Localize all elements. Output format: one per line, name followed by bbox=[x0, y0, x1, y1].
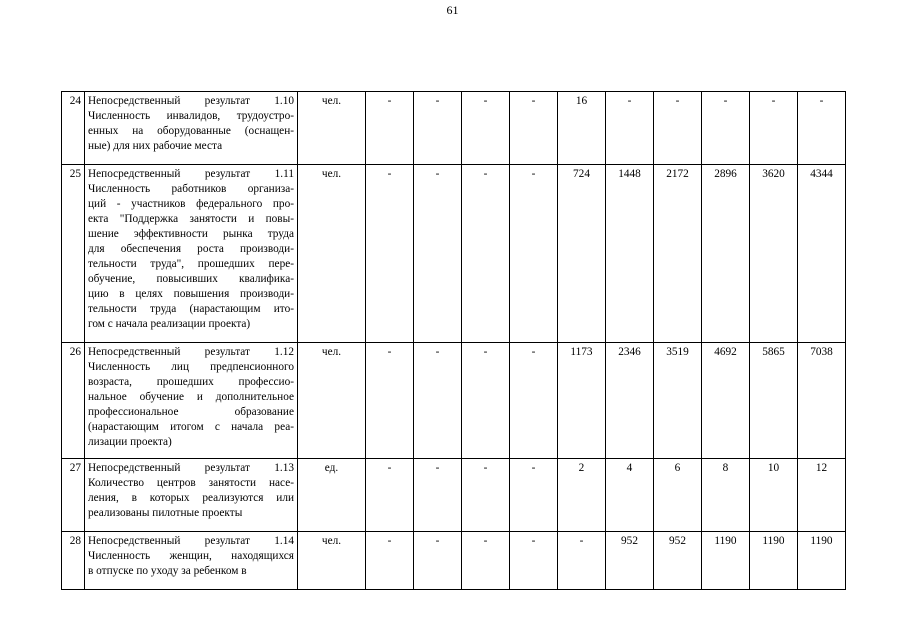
value-cell: 1173 bbox=[558, 343, 606, 459]
value-cell: - bbox=[462, 343, 510, 459]
value-cell: - bbox=[366, 92, 414, 165]
description-line: в отпуске по уходу за ребенком в bbox=[88, 565, 247, 577]
description-line: тельности труда", прошедших пере- bbox=[88, 258, 294, 270]
row-number: 24 bbox=[62, 92, 85, 165]
description-line: Непосредственный результат 1.10 bbox=[88, 95, 294, 107]
value-cell: - bbox=[750, 92, 798, 165]
value-cell: 5865 bbox=[750, 343, 798, 459]
description-line: ления, в которых реализуются или bbox=[88, 492, 294, 504]
table-body bbox=[62, 92, 846, 590]
value-cell: 724 bbox=[558, 165, 606, 343]
value-cell: - bbox=[414, 165, 462, 343]
value-cell: 16 bbox=[558, 92, 606, 165]
row-description bbox=[85, 459, 298, 532]
description-line: Численность лиц предпенсионного bbox=[88, 361, 294, 373]
value-cell: 8 bbox=[702, 459, 750, 532]
description-line: Численность инвалидов, трудоустро- bbox=[88, 110, 294, 122]
value-cell: - bbox=[558, 532, 606, 590]
value-cell: - bbox=[462, 92, 510, 165]
description-line: шение эффективности рынка труда bbox=[88, 228, 294, 240]
value-cell: 7038 bbox=[798, 343, 846, 459]
description-line: екта "Поддержка занятости и повы- bbox=[88, 213, 294, 225]
description-line: (нарастающим итогом с начала реа- bbox=[88, 421, 294, 433]
description-line: лизации проекта) bbox=[88, 436, 172, 448]
table-row bbox=[62, 92, 846, 165]
value-cell: 12 bbox=[798, 459, 846, 532]
value-cell: 2172 bbox=[654, 165, 702, 343]
value-cell: - bbox=[702, 92, 750, 165]
value-cell: - bbox=[366, 343, 414, 459]
row-description bbox=[85, 92, 298, 165]
value-cell: 1448 bbox=[606, 165, 654, 343]
description-line: обучение, повысивших квалифика- bbox=[88, 273, 294, 285]
value-cell: - bbox=[606, 92, 654, 165]
value-cell: 3519 bbox=[654, 343, 702, 459]
results-table bbox=[61, 91, 846, 590]
table-row bbox=[62, 532, 846, 590]
value-cell: 2 bbox=[558, 459, 606, 532]
row-number: 26 bbox=[62, 343, 85, 459]
value-cell: 952 bbox=[654, 532, 702, 590]
description-line: гом с начала реализации проекта) bbox=[88, 318, 251, 330]
table-row bbox=[62, 165, 846, 343]
unit-cell: чел. bbox=[298, 165, 366, 343]
row-description bbox=[85, 343, 298, 459]
value-cell: 2896 bbox=[702, 165, 750, 343]
value-cell: 4692 bbox=[702, 343, 750, 459]
unit-cell: ед. bbox=[298, 459, 366, 532]
value-cell: - bbox=[510, 92, 558, 165]
description-line: Численность женщин, находящихся bbox=[88, 550, 294, 562]
value-cell: - bbox=[462, 459, 510, 532]
value-cell: - bbox=[366, 165, 414, 343]
unit-cell: чел. bbox=[298, 532, 366, 590]
description-line: ные) для них рабочие места bbox=[88, 140, 223, 152]
unit-cell: чел. bbox=[298, 92, 366, 165]
value-cell: 3620 bbox=[750, 165, 798, 343]
description-line: ций - участников федерального про- bbox=[88, 198, 294, 210]
value-cell: 4 bbox=[606, 459, 654, 532]
description-line: Непосредственный результат 1.14 bbox=[88, 535, 294, 547]
unit-cell: чел. bbox=[298, 343, 366, 459]
description-line: Численность работников организа- bbox=[88, 183, 294, 195]
description-line: для обеспечения роста производи- bbox=[88, 243, 294, 255]
value-cell: 10 bbox=[750, 459, 798, 532]
row-number: 28 bbox=[62, 532, 85, 590]
description-line: профессиональное образование bbox=[88, 406, 294, 418]
description-line: Количество центров занятости насе- bbox=[88, 477, 294, 489]
value-cell: 6 bbox=[654, 459, 702, 532]
row-number: 27 bbox=[62, 459, 85, 532]
row-description bbox=[85, 165, 298, 343]
value-cell: - bbox=[510, 165, 558, 343]
value-cell: - bbox=[414, 459, 462, 532]
value-cell: 2346 bbox=[606, 343, 654, 459]
value-cell: - bbox=[366, 532, 414, 590]
description-line: тельности труда (нарастающим ито- bbox=[88, 303, 294, 315]
row-description bbox=[85, 532, 298, 590]
description-line: цию в целях повышения производи- bbox=[88, 288, 294, 300]
row-number: 25 bbox=[62, 165, 85, 343]
description-line: енных на оборудованные (оснащен- bbox=[88, 125, 294, 137]
page-number: 61 bbox=[446, 3, 459, 17]
description-line: Непосредственный результат 1.12 bbox=[88, 346, 294, 358]
value-cell: - bbox=[654, 92, 702, 165]
table-row bbox=[62, 459, 846, 532]
value-cell: - bbox=[462, 532, 510, 590]
value-cell: 1190 bbox=[750, 532, 798, 590]
value-cell: 952 bbox=[606, 532, 654, 590]
value-cell: 1190 bbox=[702, 532, 750, 590]
value-cell: - bbox=[414, 92, 462, 165]
value-cell: - bbox=[414, 532, 462, 590]
description-line: Непосредственный результат 1.13 bbox=[88, 462, 294, 474]
value-cell: - bbox=[510, 459, 558, 532]
description-line: возраста, прошедших профессио- bbox=[88, 376, 294, 388]
value-cell: - bbox=[510, 532, 558, 590]
value-cell: - bbox=[510, 343, 558, 459]
description-line: Непосредственный результат 1.11 bbox=[88, 168, 294, 180]
description-line: нальное обучение и дополнительное bbox=[88, 391, 294, 403]
value-cell: - bbox=[462, 165, 510, 343]
value-cell: 4344 bbox=[798, 165, 846, 343]
value-cell: - bbox=[366, 459, 414, 532]
value-cell: 1190 bbox=[798, 532, 846, 590]
table-row bbox=[62, 343, 846, 459]
value-cell: - bbox=[414, 343, 462, 459]
value-cell: - bbox=[798, 92, 846, 165]
description-line: реализованы пилотные проекты bbox=[88, 507, 243, 519]
